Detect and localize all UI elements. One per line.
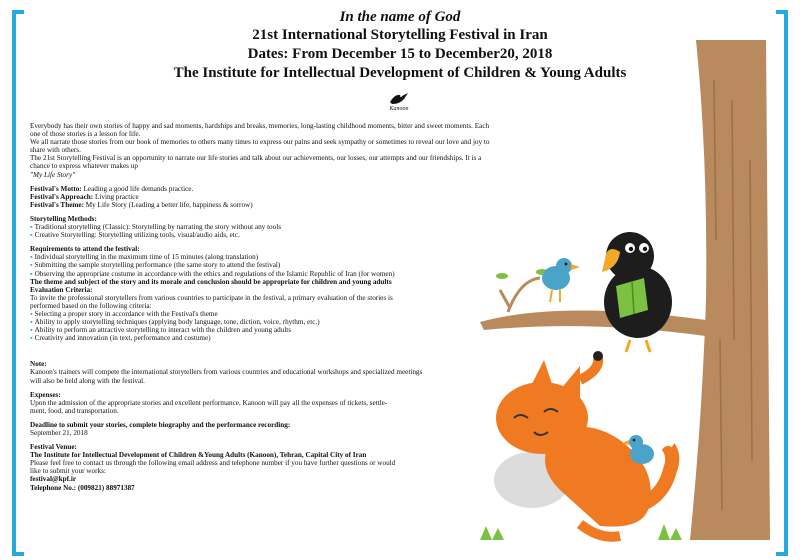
list-item: ▪ Ability to apply storytelling techniques (applying body language, tone, diction, voice, rhythm, etc.) [30, 318, 470, 326]
twig [500, 278, 540, 312]
kanoon-logo [384, 90, 414, 112]
festival-motto [30, 185, 470, 193]
note-heading: Note: [30, 360, 47, 369]
approach-text: Living practice [93, 192, 139, 201]
intro-paragraph-3: The 21st Storytelling Festival is an opportunity to narrate our life stories and talk about our achievements, our losses, our attempts and our friendships. It is a chance to express whatever makes up [30, 154, 482, 171]
list-item: ▪ Creative Storytelling: Storytelling utilizing tools, visual/audio aids, etc. [30, 231, 470, 239]
left-frame-bracket [12, 10, 24, 556]
note-line-1: Kanoon's trainers will compete the international storytellers from various countries and educational workshops and specialized meetings [30, 368, 423, 377]
list-item: ▪ Creativity and innovation (in text, performance and costume) [30, 334, 470, 342]
deadline-date: September 21, 2018 [30, 429, 88, 437]
contact-phone: Telephone No.: (009821) 88971387 [30, 483, 135, 492]
motto-text: Leading a good life demands practice. [81, 184, 194, 193]
theme-text: My Life Story (Leading a better life, happiness & sorrow) [83, 200, 253, 209]
festival-title: 21st International Storytelling Festival in Iran [252, 27, 548, 43]
requirements-heading: Requirements to attend the festival: [30, 245, 140, 254]
venue-heading: Festival Venue: [30, 443, 77, 452]
deadline-heading: Deadline to submit your stories, complete biography and the performance recording: [30, 420, 291, 429]
festival-approach [30, 193, 470, 201]
list-item: ▪ Selecting a proper story in accordance with the Festival's theme [30, 310, 470, 318]
list-item: ▪ Traditional storytelling (Classic): Storytelling by narrating the story without any tools [30, 223, 470, 231]
tree-branch [480, 310, 706, 336]
kanoon-bird-logo-icon [388, 90, 410, 106]
expenses-line-2: ment, food, and transportation. [30, 406, 119, 415]
header-invocation: In the name of God [339, 9, 461, 25]
approach-label: Festival's Approach: [30, 192, 94, 201]
poster-body [30, 122, 490, 492]
leaf-icon [496, 273, 508, 279]
blue-bird-left [542, 258, 580, 302]
list-item: ▪ Individual storytelling in the maximum time of 15 minutes (along translation) [30, 253, 470, 261]
venue-line-1: Please feel free to contact us through the following email address and telephone number if you have further questions or would [30, 459, 396, 468]
theme-label: Festival's Theme: [30, 200, 84, 209]
festival-dates: Dates: From December 15 to December20, 2018 [247, 46, 553, 62]
requirements-note: The theme and subject of the story and its morale and conclusion should be appropriate for children and young adults [30, 277, 392, 286]
intro-paragraph-2: We all narrate those stories from our book of memories to others many times to express our pains and seek sympathy or sometimes to reveal our love and joy to share with others. [30, 138, 490, 155]
note-line-2: will also be held along with the festival. [30, 376, 145, 385]
expenses-heading: Expenses: [30, 390, 61, 399]
institute-name: The Institute for Intellectual Development of Children & Young Adults [173, 65, 627, 81]
motto-label: Festival's Motto: [30, 184, 82, 193]
list-item: ▪ Observing the appropriate costume in accordance with the ethics and regulations of the Islamic Republic of Iran (for women) [30, 270, 470, 278]
evaluation-intro-2: performed based on the following criteria: [30, 301, 152, 310]
grass-right [658, 524, 682, 540]
contact-email[interactable]: festival@kpf.ir [30, 475, 77, 484]
expenses-line-1: Upon the admission of the appropriate stories and excellent performance, Kanoon will pay all the expenses of tickets, settle- [30, 398, 388, 407]
festival-theme [30, 201, 470, 209]
intro-paragraph-1: Everybody has their own stories of happy and sad moments, hardships and breaks, memories, long-lasting childhood moments, bitter and sweet moments. Each one of those stories is a lesson for life. [30, 122, 490, 139]
evaluation-heading: Evaluation Criteria: [30, 285, 93, 294]
list-item: ▪ Submitting the sample storytelling performance (the same story to attend the festival) [30, 261, 470, 269]
logo-caption: Kanoon [389, 106, 409, 112]
sleeping-fox [496, 351, 674, 537]
methods-heading: Storytelling Methods: [30, 214, 97, 223]
crow-with-book [602, 232, 672, 352]
venue-line-2: like to submit your works: [30, 467, 106, 476]
evaluation-intro-1: To invite the professional storytellers from various countries to participate in the festival, a primary evaluation of the stories is [30, 293, 393, 302]
illustration [470, 40, 780, 550]
list-item: ▪ Ability to perform an attractive storytelling to interact with the children and young adults [30, 326, 470, 334]
venue-name: The Institute for Intellectual Development of Children &Young Adults (Kanoon), Tehran, Capital City of Iran [30, 451, 367, 460]
intro-quote: "My Life Story" [30, 170, 76, 179]
grass-left [480, 526, 504, 540]
tree-trunk [690, 40, 770, 540]
